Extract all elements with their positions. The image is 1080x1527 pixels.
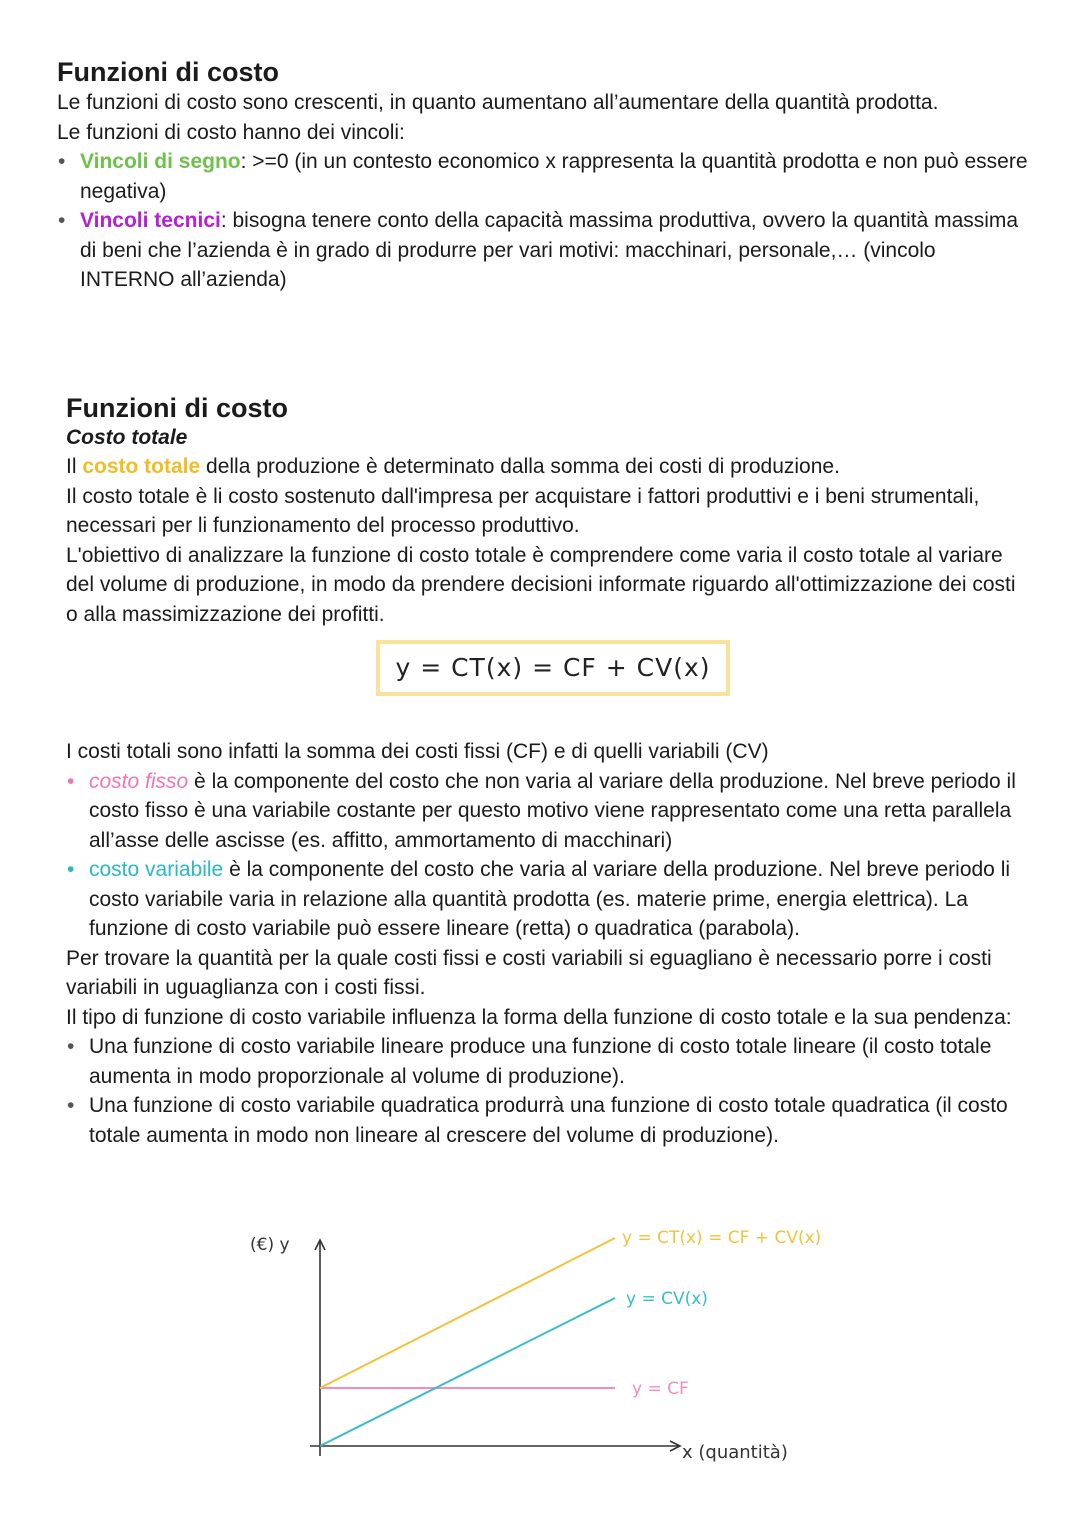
section1-paragraph-2: Le funzioni di costo hanno dei vincoli: xyxy=(57,120,405,144)
list-item xyxy=(67,1091,1026,1150)
bullet-icon: • xyxy=(67,1035,75,1058)
list-item-text: è la componente del costo che non varia al variare della produzione. Nel breve periodo il costo fisso è una variabile costante per questo motivo viene rappresentato come una retta parallela all’asse delle ascisse (es. affitto, ammortamento di macchinari) xyxy=(89,769,1016,852)
cv-line xyxy=(320,1298,615,1446)
term-vincoli-tecnici: Vincoli tecnici xyxy=(80,209,221,232)
formula-text: y = CT(x) = CF + CV(x) xyxy=(395,653,711,682)
formula-box xyxy=(376,640,730,696)
bullet-icon: • xyxy=(67,858,75,881)
term-costo-fisso: costo fisso xyxy=(89,769,189,793)
bullet-icon: • xyxy=(58,150,66,173)
list-item xyxy=(67,1032,1026,1091)
list-item-text: : bisogna tenere conto della capacità massima produttiva, ovvero la quantità massima di beni che l’azienda è in grado di produrre per vari motivi: macchinari, personale,… (vincolo INTERNO all’azienda) xyxy=(80,209,1019,291)
list-item-text: Una funzione di costo variabile lineare produce una funzione di costo totale lineare (il costo totale aumenta in modo proporzionale al volume di produzione). xyxy=(89,1035,992,1088)
function-types-list xyxy=(66,1032,1026,1150)
list-item-text: Una funzione di costo variabile quadratica produrrà una funzione di costo totale quadratica (il costo totale aumenta in modo non lineare al crescere del volume di produzione). xyxy=(89,1094,1008,1147)
cv-label: y = CV(x) xyxy=(626,1289,708,1309)
list-item-text: è la componente del costo che varia al variare della produzione. Nel breve periodo li costo variabile varia in relazione alla quantità prodotta (es. materie prime, energia elettrica). La funzione di costo variabile può essere lineare (retta) o quadratica (parabola). xyxy=(89,858,1011,940)
section2-subtitle: Costo totale xyxy=(66,426,188,449)
section1-title: Funzioni di costo xyxy=(57,57,279,87)
text-fragment: della produzione è determinato dalla somma dei costi di produzione. xyxy=(200,455,840,478)
section2-paragraph-6: Il tipo di funzione di costo variabile influenza la forma della funzione di costo totale e la sua pendenza: xyxy=(66,1005,1012,1029)
section1-paragraph-1: Le funzioni di costo sono crescenti, in quanto aumentano all’aumentare della quantità prodotta. xyxy=(57,91,939,114)
y-axis-label: (€) y xyxy=(250,1235,290,1255)
term-costo-variabile: costo variabile xyxy=(89,858,224,881)
bullet-icon: • xyxy=(58,209,66,232)
list-item xyxy=(58,206,1032,295)
section2-paragraph-1 xyxy=(66,452,1026,482)
list-item xyxy=(58,147,1032,206)
text-fragment: Il xyxy=(66,455,83,478)
term-costo-totale: costo totale xyxy=(82,455,201,478)
ct-line xyxy=(320,1238,615,1388)
x-axis-label: x (quantità) xyxy=(682,1442,788,1463)
section2-paragraph-5: Per trovare la quantità per la quale costi fissi e costi variabili si eguagliano è necessario porre i costi variabili in uguaglianza con i costi fissi. xyxy=(66,946,992,999)
section-vincoli xyxy=(0,56,1080,295)
bullet-icon: • xyxy=(67,769,75,793)
section-costo-totale xyxy=(0,392,1080,1150)
list-item xyxy=(67,767,1026,856)
section2-paragraph-4: I costi totali sono infatti la somma dei costi fissi (CF) e di quelli variabili (CV) xyxy=(66,740,769,763)
cf-label: y = CF xyxy=(632,1379,689,1399)
section2-paragraph-3: L'obiettivo di analizzare la funzione di costo totale è comprendere come varia il costo totale al variare del volume di produzione, in modo da prendere decisioni informate riguardo all'ottimizzazione dei costi o alla massimizzazione dei profitti. xyxy=(66,543,1016,626)
term-vincoli-segno: Vincoli di segno xyxy=(80,150,241,173)
vincoli-list xyxy=(57,147,1032,295)
ct-label: y = CT(x) = CF + CV(x) xyxy=(622,1228,822,1248)
list-item-text: : >=0 (in un contesto economico x rappresenta la quantità prodotta e non può essere negativa) xyxy=(80,150,1028,203)
cost-graph xyxy=(230,1220,870,1470)
list-item xyxy=(67,855,1026,944)
bullet-icon: • xyxy=(67,1094,75,1117)
cost-types-list xyxy=(66,767,1026,944)
section2-paragraph-2: Il costo totale è li costo sostenuto dall'impresa per acquistare i fattori produttivi e i beni strumentali, necessari per li funzionamento del processo produttivo. xyxy=(66,484,980,537)
section2-title: Funzioni di costo xyxy=(66,393,288,423)
